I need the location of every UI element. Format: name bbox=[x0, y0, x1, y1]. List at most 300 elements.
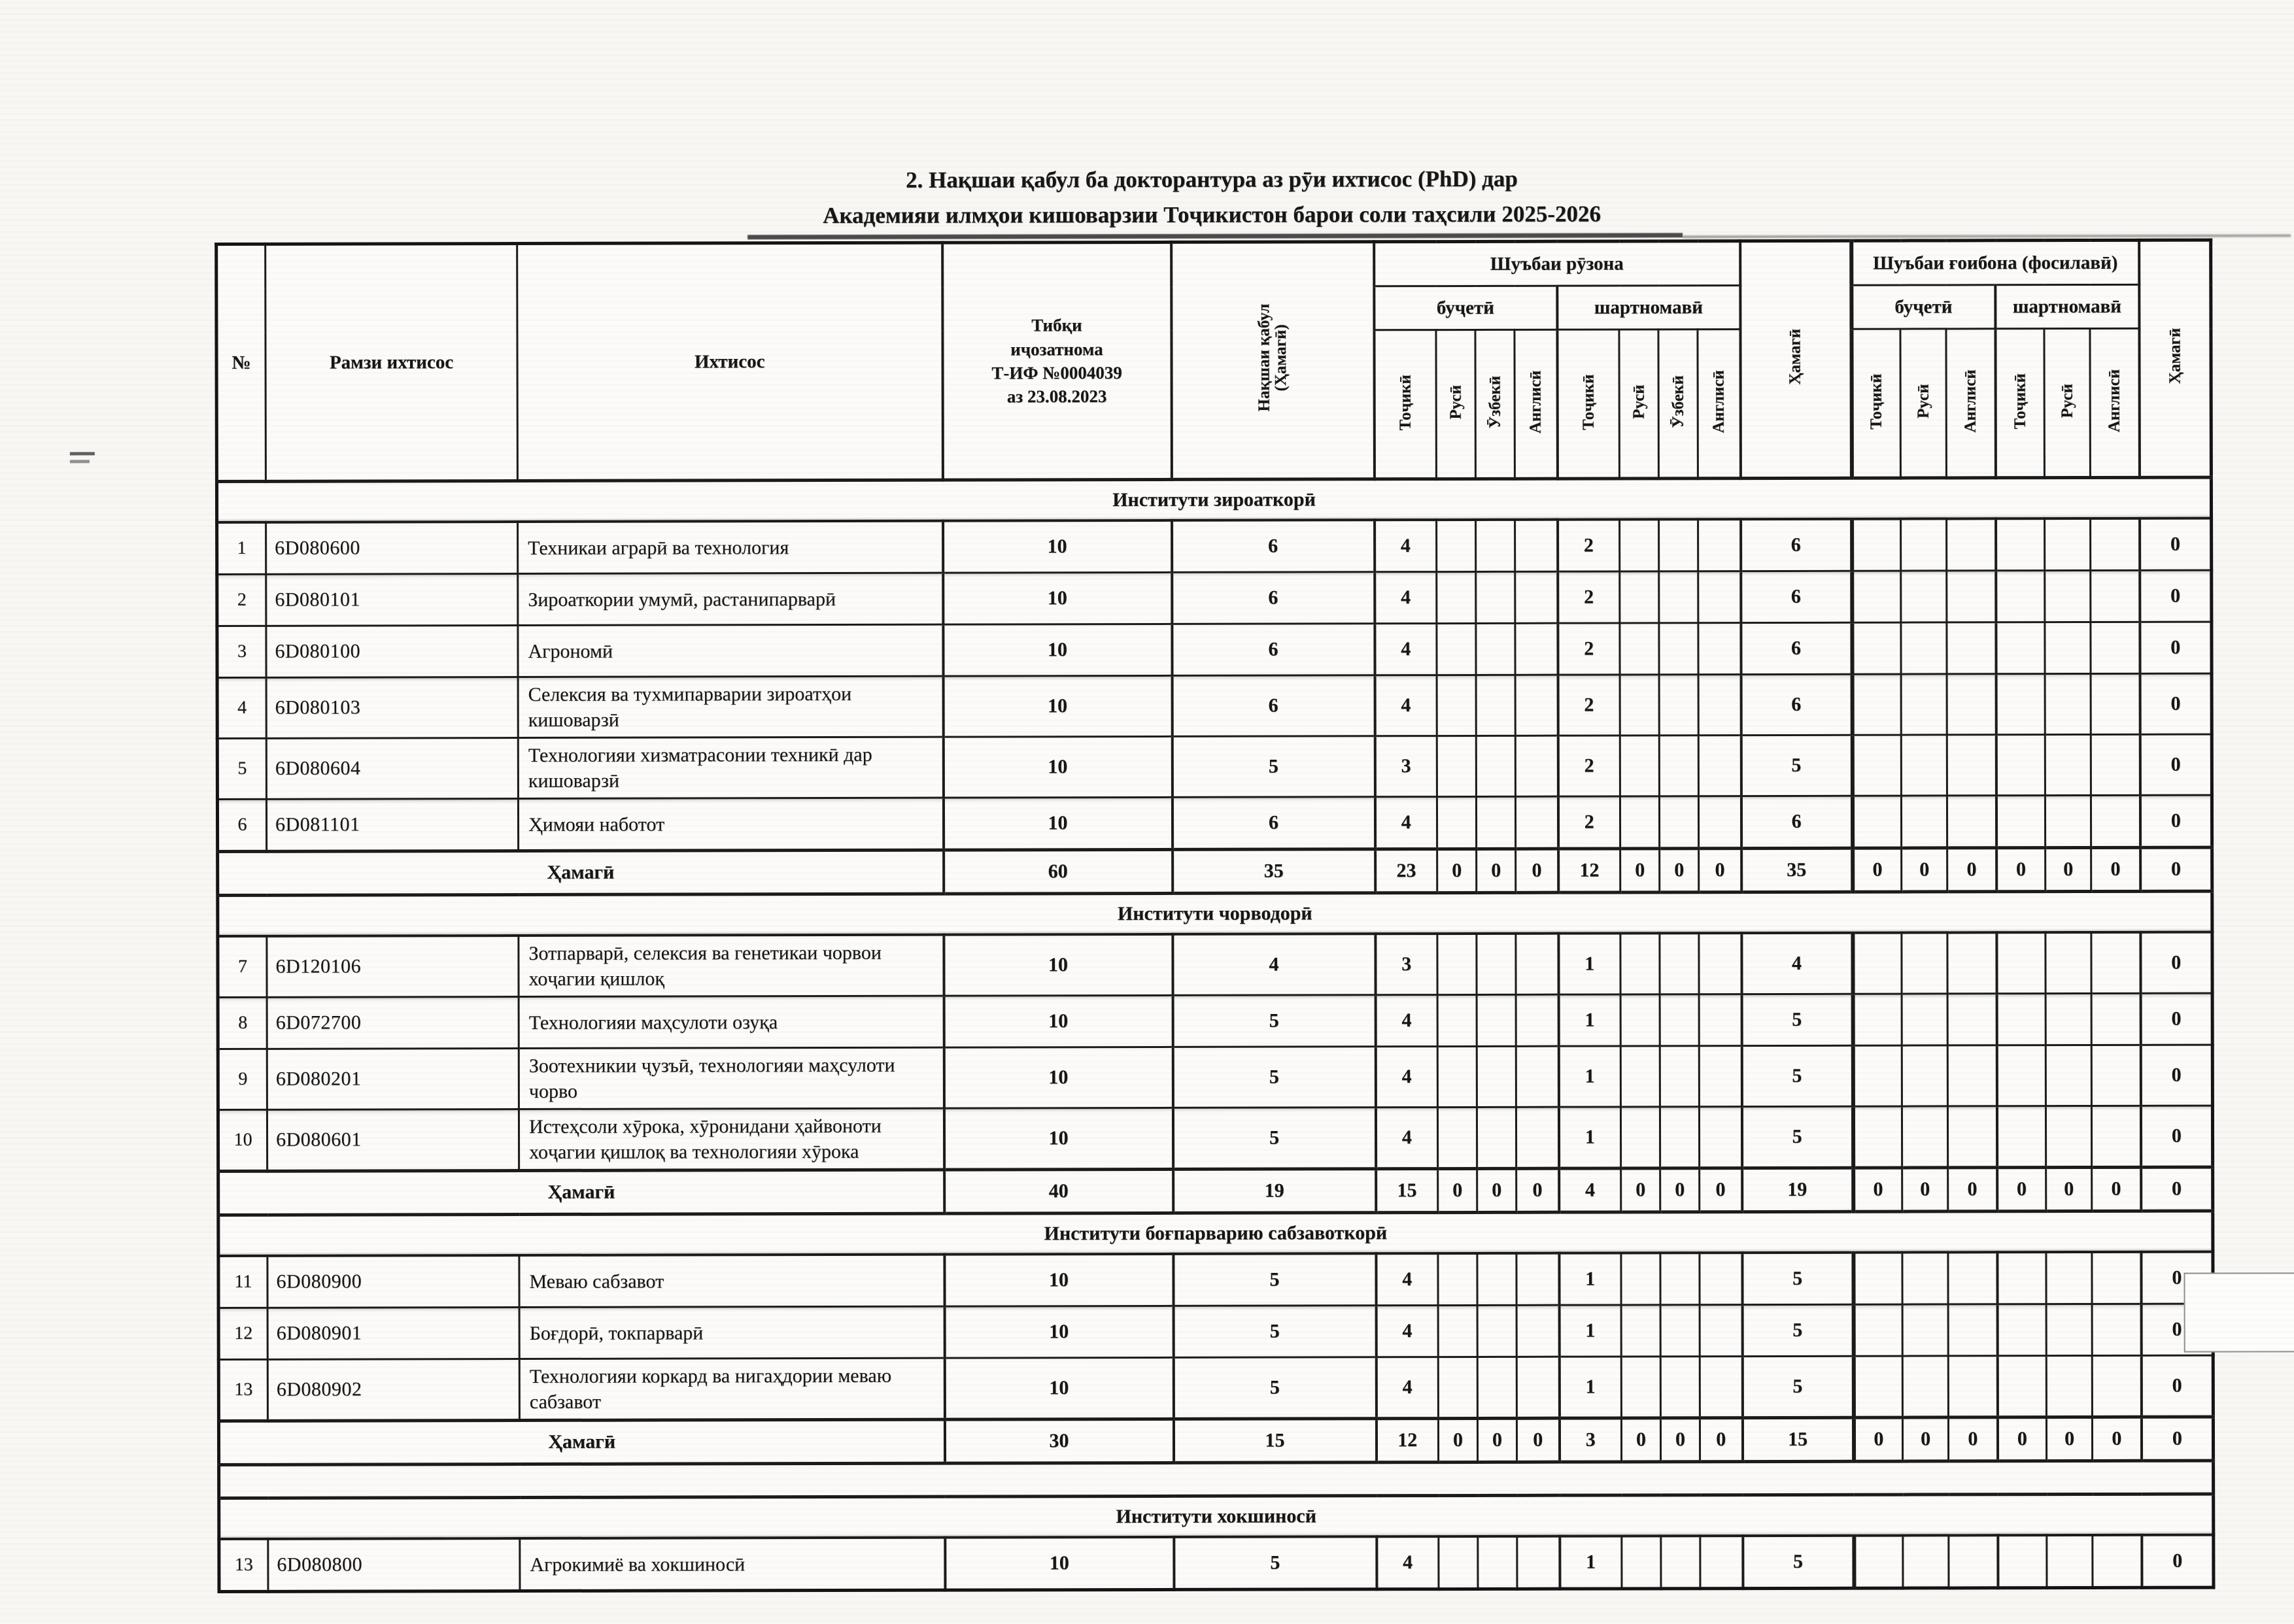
table-row bbox=[217, 570, 2212, 626]
cell-code: 6D080600 bbox=[266, 522, 518, 574]
total-ext-total: 0 bbox=[2140, 847, 2212, 891]
cell-license: 10 bbox=[944, 934, 1173, 996]
header-day-dept: Шуъбаи рӯзона bbox=[1374, 241, 1740, 286]
cell-day-4: 1 bbox=[1558, 994, 1620, 1046]
cell-day-2 bbox=[1477, 1253, 1516, 1306]
cell-num: 3 bbox=[217, 626, 266, 677]
section-header-row bbox=[218, 891, 2212, 936]
cell-day-7 bbox=[1698, 736, 1741, 796]
total-ext-0: 0 bbox=[1853, 1168, 1902, 1211]
cell-day-4: 1 bbox=[1559, 1305, 1621, 1357]
table-row bbox=[217, 622, 2212, 677]
cell-day-0: 4 bbox=[1375, 797, 1437, 849]
header-lang-russian: Русӣ bbox=[1900, 329, 1946, 478]
cell-day-2 bbox=[1477, 1357, 1516, 1418]
cell-ext-4 bbox=[2046, 1252, 2092, 1304]
total-day-4: 3 bbox=[1559, 1418, 1621, 1462]
total-ext-1: 0 bbox=[1902, 1168, 1948, 1211]
cell-day-5 bbox=[1621, 1305, 1660, 1357]
cell-ext-total: 0 bbox=[2141, 1355, 2213, 1417]
cell-ext-total: 0 bbox=[2140, 932, 2212, 994]
cell-day-3 bbox=[1516, 994, 1558, 1046]
table-row bbox=[218, 1045, 2212, 1109]
cell-day-5 bbox=[1620, 623, 1659, 675]
cell-ext-4 bbox=[2046, 1106, 2091, 1167]
cell-day-2 bbox=[1477, 1305, 1516, 1357]
cell-day-5 bbox=[1620, 796, 1659, 849]
cell-day-3 bbox=[1516, 1253, 1559, 1306]
total-ext-3: 0 bbox=[1997, 1417, 2046, 1461]
cell-ext-1 bbox=[1901, 518, 1947, 571]
cell-code: 6D080901 bbox=[267, 1308, 519, 1360]
cell-day-7 bbox=[1700, 1536, 1743, 1589]
scan-gap-cell bbox=[219, 1461, 2214, 1498]
cell-day-2 bbox=[1477, 994, 1516, 1046]
cell-day-0: 4 bbox=[1375, 675, 1437, 736]
cell-ext-3 bbox=[1996, 518, 2045, 571]
cell-specialty: Селексия ва тухмипарварии зироатҳои кишоварзӣ bbox=[518, 676, 943, 737]
cell-license: 10 bbox=[944, 1357, 1173, 1419]
header-license-line: Тибқи bbox=[1031, 315, 1082, 335]
cell-specialty: Истеҳсоли хӯрока, хӯронидани ҳайвоноти хоҷагии қишлоқ ва технологияи хӯрока bbox=[519, 1108, 944, 1170]
cell-day-7 bbox=[1698, 571, 1741, 623]
cell-ext-2 bbox=[1947, 1106, 1996, 1168]
header-ext-budget: буҷетӣ bbox=[1851, 285, 1995, 329]
total-ext-4: 0 bbox=[2046, 1417, 2092, 1461]
cell-ext-5 bbox=[2091, 932, 2140, 994]
cell-ext-total: 0 bbox=[2141, 1304, 2213, 1355]
header-lang-tajik: Тоҷикӣ bbox=[1995, 329, 2044, 478]
cell-day-total: 5 bbox=[1742, 1304, 1853, 1356]
cell-day-5 bbox=[1620, 571, 1659, 623]
cell-day-7 bbox=[1700, 1253, 1742, 1305]
scan-edge-artifact bbox=[70, 452, 95, 455]
section-total-row bbox=[218, 847, 2212, 895]
cell-day-total: 5 bbox=[1741, 1106, 1853, 1168]
cell-ext-5 bbox=[2092, 1252, 2141, 1304]
cell-ext-0 bbox=[1852, 622, 1901, 674]
scan-gap-row bbox=[219, 1461, 2214, 1498]
cell-license: 10 bbox=[943, 675, 1172, 737]
cell-ext-3 bbox=[1997, 1356, 2046, 1417]
cell-ext-0 bbox=[1853, 994, 1902, 1045]
cell-ext-1 bbox=[1902, 1304, 1948, 1356]
cell-ext-1 bbox=[1902, 1252, 1948, 1304]
total-ext-1: 0 bbox=[1902, 1417, 1948, 1461]
total-ext-5: 0 bbox=[2091, 847, 2140, 891]
cell-license: 10 bbox=[944, 1047, 1173, 1108]
cell-ext-1 bbox=[1903, 1535, 1949, 1588]
cell-code: 6D080101 bbox=[266, 574, 518, 626]
cell-ext-0 bbox=[1852, 674, 1901, 735]
cell-ext-total: 0 bbox=[2140, 673, 2212, 734]
cell-license: 10 bbox=[943, 572, 1172, 624]
cell-day-1 bbox=[1437, 1107, 1477, 1168]
cell-day-total: 6 bbox=[1741, 796, 1853, 848]
cell-plan: 4 bbox=[1173, 934, 1375, 995]
cell-day-7 bbox=[1700, 1305, 1742, 1357]
cell-ext-3 bbox=[1996, 1106, 2046, 1168]
total-day-0: 15 bbox=[1376, 1169, 1438, 1213]
cell-ext-1 bbox=[1902, 932, 1947, 994]
cell-num: 13 bbox=[218, 1359, 267, 1421]
cell-code: 6D120106 bbox=[267, 936, 519, 997]
header-lang-english: Англисӣ bbox=[2090, 328, 2139, 477]
cell-specialty: Ҳимояи наботот bbox=[518, 798, 943, 851]
header-plan-total bbox=[1171, 242, 1375, 480]
cell-day-0: 4 bbox=[1375, 572, 1437, 624]
scan-smudge-line bbox=[747, 233, 1683, 239]
cell-day-2 bbox=[1476, 675, 1515, 736]
cell-day-6 bbox=[1659, 519, 1698, 571]
cell-ext-3 bbox=[1996, 932, 2046, 994]
cell-code: 6D080601 bbox=[267, 1109, 519, 1172]
cell-day-3 bbox=[1515, 571, 1558, 623]
cell-ext-0 bbox=[1853, 796, 1902, 848]
cell-day-5 bbox=[1620, 1107, 1660, 1168]
section-title: Институти боғпарварию сабзавоткорӣ bbox=[218, 1211, 2213, 1256]
cell-day-4: 2 bbox=[1558, 571, 1620, 623]
cell-ext-0 bbox=[1853, 1304, 1902, 1356]
cell-day-2 bbox=[1477, 1107, 1516, 1168]
cell-ext-4 bbox=[2045, 570, 2091, 622]
cell-day-total: 5 bbox=[1743, 1536, 1854, 1589]
cell-ext-total: 0 bbox=[2140, 622, 2212, 673]
total-day-2: 0 bbox=[1477, 849, 1516, 892]
cell-ext-total: 0 bbox=[2140, 518, 2212, 571]
total-day-total: 35 bbox=[1741, 848, 1853, 892]
cell-plan: 5 bbox=[1173, 1253, 1376, 1306]
cell-code: 6D080902 bbox=[267, 1359, 519, 1421]
cell-ext-4 bbox=[2046, 1355, 2092, 1417]
total-day-0: 12 bbox=[1376, 1419, 1438, 1463]
total-day-7: 0 bbox=[1700, 1418, 1742, 1462]
cell-day-3 bbox=[1516, 1305, 1559, 1357]
cell-day-6 bbox=[1660, 994, 1699, 1046]
header-lang-tajik: Тоҷикӣ bbox=[1851, 329, 1900, 478]
cell-day-1 bbox=[1437, 571, 1476, 623]
total-ext-total: 0 bbox=[2141, 1417, 2213, 1461]
section-total-row bbox=[218, 1167, 2213, 1215]
section-title: Институти зироаткорӣ bbox=[216, 477, 2211, 522]
cell-day-4: 2 bbox=[1558, 736, 1620, 796]
cell-code: 6D080201 bbox=[267, 1049, 519, 1110]
cell-num: 1 bbox=[217, 522, 266, 575]
cell-day-7 bbox=[1698, 796, 1741, 849]
cell-day-4: 1 bbox=[1559, 1357, 1621, 1418]
total-license: 60 bbox=[944, 849, 1173, 894]
section-title: Институти хокшиносӣ bbox=[219, 1494, 2214, 1539]
table-row bbox=[217, 673, 2212, 738]
cell-plan: 6 bbox=[1172, 624, 1375, 676]
cell-day-5 bbox=[1620, 933, 1660, 994]
cell-ext-2 bbox=[1947, 622, 1996, 674]
header-lang-english: Англисӣ bbox=[1515, 330, 1557, 479]
header-code: Рамзи ихтисос bbox=[265, 244, 518, 482]
cell-day-5 bbox=[1620, 675, 1659, 736]
cell-day-6 bbox=[1659, 796, 1698, 849]
cell-ext-2 bbox=[1947, 796, 1996, 848]
cell-day-7 bbox=[1699, 994, 1741, 1046]
total-ext-2: 0 bbox=[1947, 848, 1996, 892]
total-day-4: 12 bbox=[1558, 849, 1620, 892]
cell-ext-3 bbox=[1996, 1045, 2046, 1106]
page-title bbox=[214, 160, 2209, 235]
table-row bbox=[218, 1355, 2213, 1421]
total-ext-5: 0 bbox=[2092, 1417, 2141, 1461]
cell-ext-0 bbox=[1853, 1106, 1902, 1168]
total-day-1: 0 bbox=[1437, 849, 1477, 892]
total-day-3: 0 bbox=[1516, 1418, 1559, 1462]
cell-day-7 bbox=[1698, 623, 1741, 675]
section-total-row bbox=[218, 1417, 2213, 1464]
cell-ext-total: 0 bbox=[2140, 993, 2212, 1045]
cell-ext-0 bbox=[1852, 571, 1901, 622]
cell-day-1 bbox=[1437, 934, 1477, 995]
cell-ext-5 bbox=[2091, 673, 2140, 734]
cell-ext-4 bbox=[2046, 1045, 2091, 1106]
cell-ext-1 bbox=[1901, 571, 1947, 622]
total-day-6: 0 bbox=[1660, 1418, 1700, 1462]
cell-day-6 bbox=[1660, 1357, 1700, 1418]
table-row bbox=[218, 932, 2212, 998]
cell-day-6 bbox=[1660, 933, 1699, 994]
cell-ext-total: 0 bbox=[2142, 1535, 2214, 1588]
cell-ext-0 bbox=[1853, 933, 1902, 994]
cell-day-total: 5 bbox=[1741, 994, 1853, 1045]
cell-day-6 bbox=[1660, 1253, 1700, 1305]
cell-num: 8 bbox=[218, 997, 267, 1049]
cell-day-4: 1 bbox=[1558, 1046, 1620, 1107]
cell-ext-0 bbox=[1853, 1253, 1902, 1305]
cell-day-0: 4 bbox=[1375, 1108, 1437, 1169]
cell-specialty: Агрономӣ bbox=[518, 624, 943, 677]
cell-day-total: 6 bbox=[1741, 571, 1852, 622]
cell-day-total: 5 bbox=[1741, 735, 1852, 796]
cell-license: 10 bbox=[943, 736, 1172, 798]
total-day-total: 19 bbox=[1742, 1168, 1853, 1211]
cell-day-5 bbox=[1620, 994, 1660, 1046]
cell-day-4: 2 bbox=[1558, 623, 1620, 675]
cell-day-1 bbox=[1437, 796, 1476, 849]
cell-ext-5 bbox=[2091, 993, 2140, 1045]
cell-day-3 bbox=[1515, 796, 1558, 849]
cell-ext-5 bbox=[2091, 1106, 2140, 1167]
cell-plan: 6 bbox=[1172, 675, 1375, 737]
cell-day-0: 3 bbox=[1375, 736, 1437, 797]
cell-ext-3 bbox=[1998, 1535, 2047, 1588]
table-row bbox=[219, 1535, 2214, 1592]
cell-day-5 bbox=[1621, 1253, 1660, 1305]
header-lang-uzbek: Ӯзбекӣ bbox=[1658, 330, 1698, 479]
cell-ext-2 bbox=[1947, 674, 1996, 735]
cell-ext-5 bbox=[2091, 570, 2140, 622]
cell-day-total: 6 bbox=[1741, 674, 1852, 735]
cell-code: 6D080103 bbox=[266, 677, 518, 739]
header-plan-total-label: Нақшаи қабул (Ҳамагӣ) bbox=[1255, 304, 1290, 413]
cell-day-0: 4 bbox=[1375, 624, 1437, 675]
cell-plan: 5 bbox=[1174, 1536, 1377, 1589]
cell-day-2 bbox=[1476, 736, 1515, 796]
section-header-row bbox=[218, 1211, 2213, 1256]
cell-plan: 6 bbox=[1172, 572, 1375, 624]
cell-ext-2 bbox=[1948, 1304, 1997, 1356]
cell-ext-2 bbox=[1947, 1045, 1996, 1106]
cell-day-7 bbox=[1699, 1107, 1741, 1168]
cell-specialty: Зироаткории умумӣ, растанипарварӣ bbox=[518, 573, 943, 625]
cell-day-1 bbox=[1438, 1357, 1477, 1418]
header-lang-tajik: Тоҷикӣ bbox=[1557, 330, 1619, 479]
cell-day-1 bbox=[1439, 1536, 1478, 1589]
total-ext-0: 0 bbox=[1853, 1417, 1902, 1461]
cell-day-4: 1 bbox=[1558, 1107, 1620, 1168]
cell-day-6 bbox=[1659, 736, 1698, 796]
page-title-line2: Академияи илмҳои кишоварзии Тоҷикистон барои соли таҳсили 2025-2026 bbox=[823, 201, 1601, 229]
cell-day-1 bbox=[1437, 1046, 1477, 1107]
table-row bbox=[217, 734, 2212, 799]
cell-day-1 bbox=[1437, 994, 1477, 1046]
cell-code: 6D080604 bbox=[266, 738, 518, 800]
total-day-7: 0 bbox=[1699, 849, 1741, 892]
cell-day-0: 4 bbox=[1376, 1357, 1438, 1419]
cell-ext-1 bbox=[1902, 1356, 1948, 1417]
cell-ext-1 bbox=[1901, 674, 1947, 735]
cell-ext-3 bbox=[1996, 796, 2046, 848]
cell-code: 6D080900 bbox=[267, 1255, 519, 1308]
cell-specialty: Технологияи коркард ва нигаҳдории меваю сабзавот bbox=[519, 1358, 944, 1420]
cell-day-total: 5 bbox=[1741, 1045, 1853, 1106]
cell-specialty: Технологияи хизматрасонии техникӣ дар кишоварзӣ bbox=[518, 737, 943, 798]
cell-ext-total: 0 bbox=[2141, 1252, 2213, 1304]
total-day-1: 0 bbox=[1438, 1418, 1477, 1462]
cell-ext-0 bbox=[1853, 1356, 1902, 1417]
cell-code: 6D080800 bbox=[268, 1538, 520, 1591]
cell-ext-2 bbox=[1947, 932, 1996, 994]
cell-day-0: 3 bbox=[1375, 934, 1437, 995]
cell-ext-total: 0 bbox=[2140, 734, 2212, 795]
cell-ext-1 bbox=[1902, 1106, 1947, 1168]
cell-ext-4 bbox=[2045, 622, 2091, 673]
section-header-row bbox=[216, 477, 2211, 522]
total-ext-2: 0 bbox=[1948, 1168, 1997, 1211]
cell-day-0: 4 bbox=[1375, 1047, 1437, 1108]
cell-code: 6D080100 bbox=[266, 626, 518, 678]
header-num: № bbox=[216, 244, 266, 481]
cell-ext-total: 0 bbox=[2140, 570, 2212, 622]
total-ext-3: 0 bbox=[1996, 848, 2046, 892]
total-ext-4: 0 bbox=[2046, 847, 2091, 891]
header-lang-russian: Русӣ bbox=[1619, 330, 1658, 479]
cell-ext-5 bbox=[2091, 518, 2140, 571]
total-day-1: 0 bbox=[1438, 1168, 1477, 1212]
cell-day-0: 4 bbox=[1376, 1306, 1438, 1357]
cell-ext-5 bbox=[2092, 1304, 2141, 1355]
total-day-3: 0 bbox=[1516, 849, 1558, 892]
cell-specialty: Технологияи маҳсулоти озуқа bbox=[519, 996, 944, 1048]
cell-ext-total: 0 bbox=[2140, 795, 2212, 847]
cell-day-2 bbox=[1477, 934, 1516, 995]
total-label: Ҳамагӣ bbox=[218, 1419, 944, 1464]
total-day-7: 0 bbox=[1700, 1168, 1742, 1212]
total-license: 30 bbox=[944, 1419, 1173, 1463]
cell-num: 6 bbox=[217, 799, 266, 851]
cell-ext-2 bbox=[1948, 1252, 1997, 1304]
cell-day-3 bbox=[1516, 934, 1558, 995]
cell-ext-5 bbox=[2091, 795, 2140, 847]
total-day-5: 0 bbox=[1621, 1168, 1660, 1212]
table-row bbox=[218, 1252, 2213, 1308]
cell-specialty: Меваю сабзавот bbox=[519, 1255, 944, 1308]
cell-num: 2 bbox=[217, 574, 266, 626]
scan-edge-artifact bbox=[70, 460, 90, 463]
cell-day-1 bbox=[1438, 1305, 1477, 1357]
cell-day-total: 5 bbox=[1742, 1253, 1853, 1305]
total-day-6: 0 bbox=[1660, 1168, 1700, 1212]
cell-day-5 bbox=[1620, 736, 1659, 796]
total-ext-5: 0 bbox=[2092, 1167, 2141, 1211]
total-label: Ҳамагӣ bbox=[218, 1170, 944, 1215]
total-day-total: 15 bbox=[1742, 1417, 1853, 1461]
cell-ext-1 bbox=[1902, 796, 1947, 848]
cell-license: 10 bbox=[944, 1108, 1173, 1170]
cell-ext-3 bbox=[1996, 674, 2045, 735]
table-row bbox=[217, 518, 2212, 575]
cell-day-7 bbox=[1699, 1046, 1741, 1107]
header-day-total-label: Ҳамагӣ bbox=[1786, 329, 1804, 385]
cell-plan: 6 bbox=[1172, 520, 1375, 572]
page-title-line1: 2. Нақшаи қабул ба докторантура аз рӯи ихтисос (PhD) дар bbox=[906, 165, 1518, 193]
cell-day-7 bbox=[1698, 675, 1741, 736]
header-ext-total-label: Ҳамагӣ bbox=[2166, 328, 2184, 384]
cell-ext-3 bbox=[1997, 1304, 2046, 1356]
cell-day-total: 6 bbox=[1741, 519, 1852, 571]
cell-num: 4 bbox=[217, 677, 266, 738]
cell-ext-3 bbox=[1996, 571, 2045, 622]
cell-day-total: 4 bbox=[1741, 933, 1853, 994]
cell-day-6 bbox=[1659, 675, 1698, 736]
cell-ext-4 bbox=[2046, 993, 2091, 1045]
cell-license: 10 bbox=[945, 1537, 1174, 1590]
header-day-total bbox=[1740, 241, 1852, 478]
cell-day-4: 1 bbox=[1560, 1536, 1622, 1589]
cell-day-total: 6 bbox=[1741, 622, 1852, 674]
cell-license: 10 bbox=[944, 1254, 1173, 1306]
cell-ext-5 bbox=[2092, 1355, 2141, 1417]
cell-ext-4 bbox=[2045, 673, 2091, 734]
cell-day-0: 4 bbox=[1376, 1253, 1438, 1306]
total-day-6: 0 bbox=[1660, 849, 1699, 892]
cell-day-7 bbox=[1699, 933, 1741, 994]
cell-day-1 bbox=[1437, 520, 1476, 572]
total-plan: 19 bbox=[1173, 1169, 1376, 1213]
header-license-line: Т-ИФ №0004039 bbox=[991, 363, 1122, 383]
cell-num: 11 bbox=[218, 1256, 267, 1308]
table-row bbox=[218, 1106, 2212, 1171]
header-day-budget: буҷетӣ bbox=[1374, 286, 1557, 330]
cell-ext-total: 0 bbox=[2140, 1045, 2212, 1106]
cell-ext-5 bbox=[2093, 1535, 2142, 1588]
cell-day-3 bbox=[1515, 675, 1558, 736]
cell-day-1 bbox=[1437, 736, 1476, 796]
cell-specialty: Техникаи аграрӣ ва технология bbox=[518, 521, 943, 574]
cell-day-2 bbox=[1477, 1046, 1516, 1107]
cell-num: 5 bbox=[217, 738, 266, 799]
header-lang-english: Англисӣ bbox=[1698, 330, 1741, 479]
cell-day-2 bbox=[1476, 520, 1515, 572]
cell-ext-2 bbox=[1947, 735, 1996, 796]
total-ext-0: 0 bbox=[1853, 848, 1902, 892]
cell-ext-0 bbox=[1853, 1045, 1902, 1106]
